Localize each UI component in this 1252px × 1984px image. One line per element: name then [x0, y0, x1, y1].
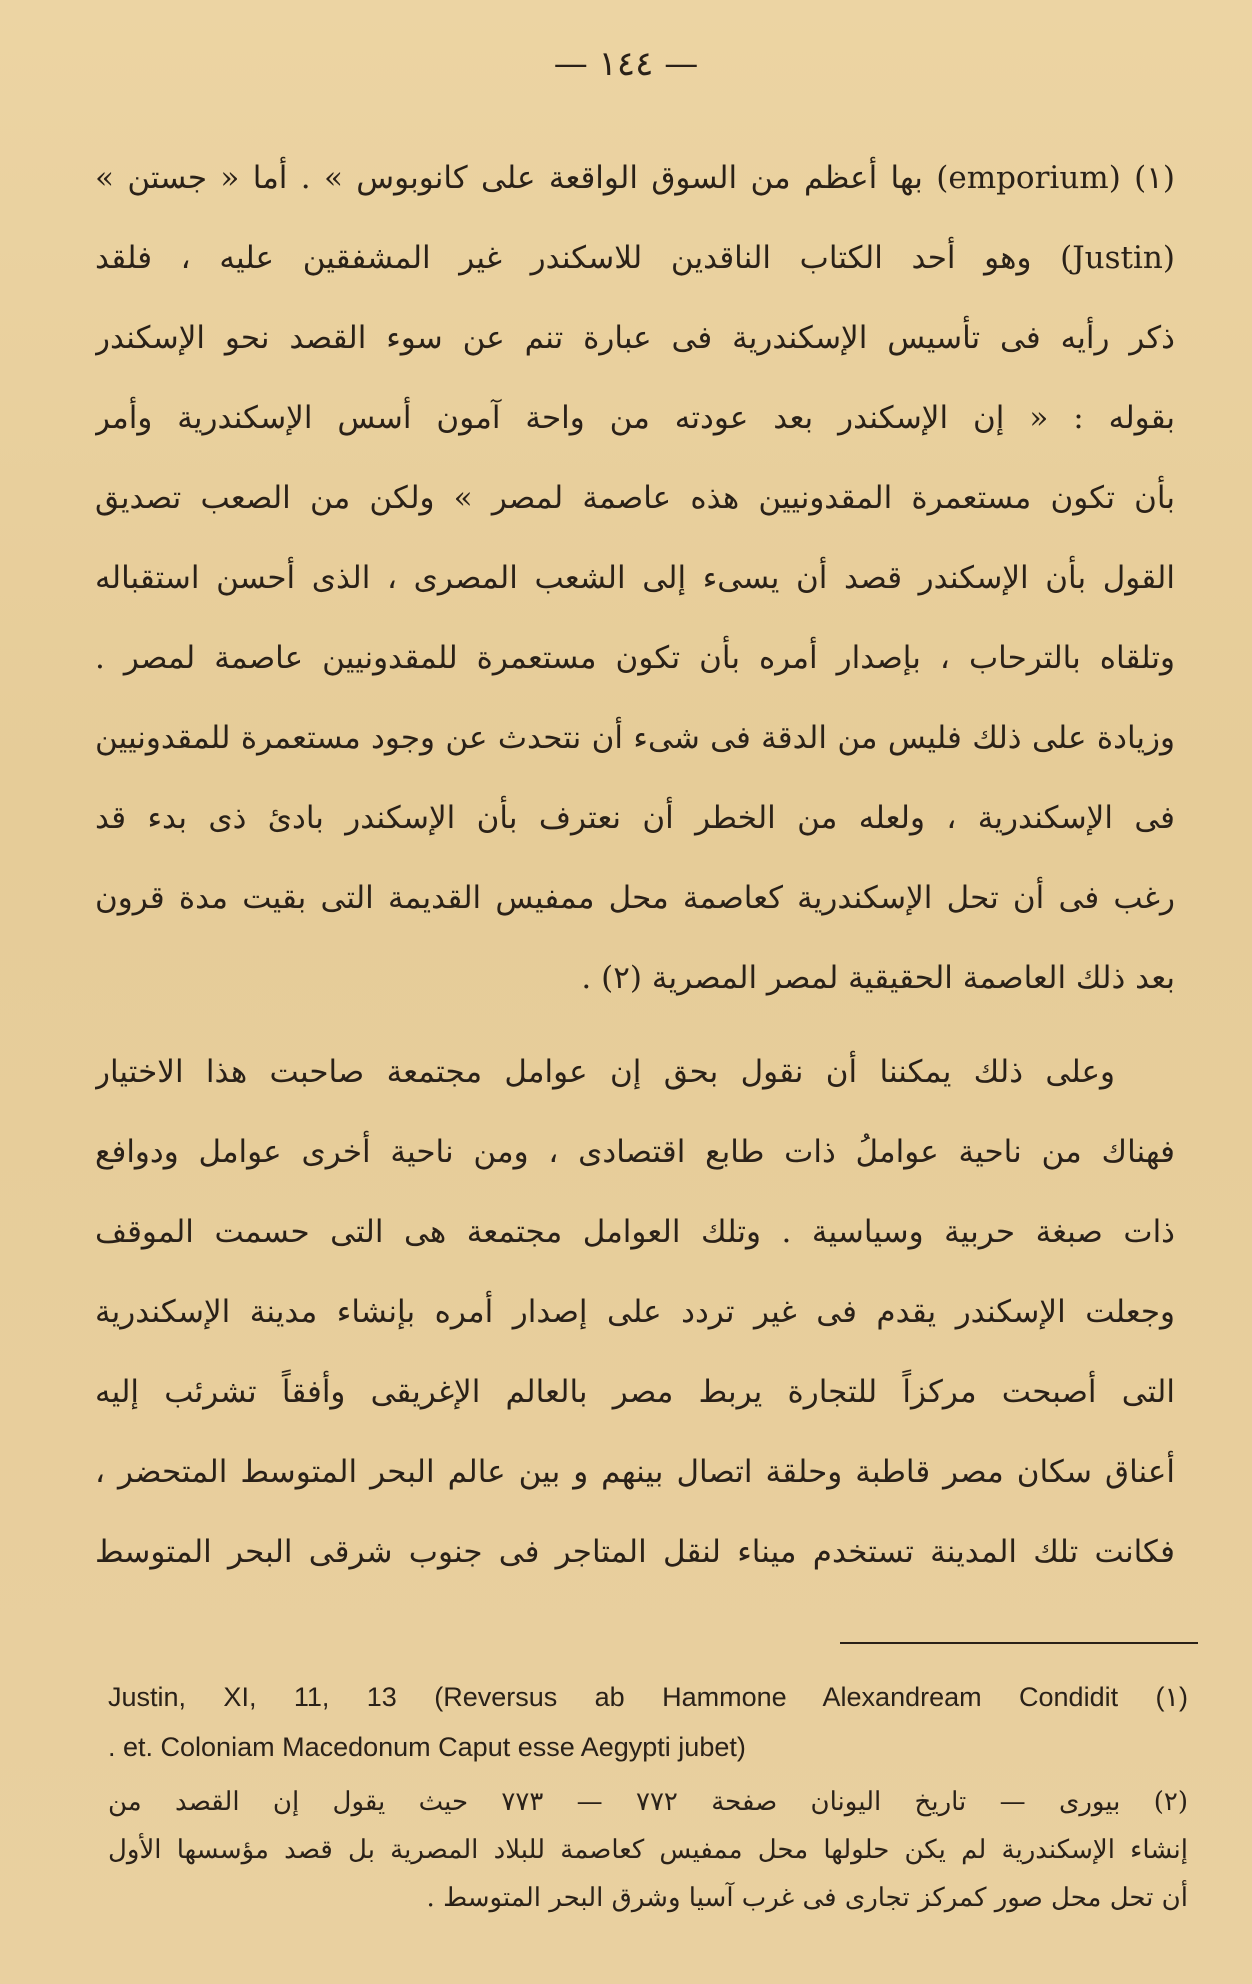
- text-line: وزيادة على ذلك فليس من الدقة فى شىء أن نتحدث عن وجود مستعمرة للمقدونيين: [95, 720, 1175, 756]
- text-line: ذات صبغة حربية وسياسية . وتلك العوامل مجتمعة هى التى حسمت الموقف: [95, 1214, 1175, 1250]
- text-line: بعد ذلك العاصمة الحقيقية لمصر المصرية (٢) .: [581, 960, 1175, 996]
- footnote-line: . et. Coloniam Macedonum Caput esse Aegypti jubet): [108, 1732, 746, 1762]
- paragraph-2: [95, 1032, 1175, 1592]
- text-line: رغب فى أن تحل الإسكندرية كعاصمة محل ممفيس القديمة التى بقيت مدة قرون: [95, 880, 1175, 916]
- text-line: بقوله : « إن الإسكندر بعد عودته من واحة آمون أسس الإسكندرية وأمر: [95, 400, 1175, 436]
- footnote-line: (٢) بيورى — تاريخ اليونان صفحة ٧٧٢ — ٧٧٣ حيث يقول إن القصد من: [108, 1787, 1188, 1817]
- text-line: فى الإسكندرية ، ولعله من الخطر أن نعترف بأن الإسكندر بادئ ذى بدء قد: [95, 800, 1175, 836]
- paragraph-1: [95, 138, 1175, 1018]
- footnote-divider: [840, 1642, 1198, 1644]
- footnote-line: أن تحل محل صور كمركز تجارى فى غرب آسيا وشرق البحر المتوسط .: [426, 1883, 1188, 1913]
- text-line: (١) (emporium) بها أعظم من السوق الواقعة على كانوبوس » . أما « جستن »: [95, 160, 1175, 196]
- footnotes: [108, 1672, 1188, 1922]
- text-line: وتلقاه بالترحاب ، بإصدار أمره بأن تكون مستعمرة للمقدونيين عاصمة لمصر .: [95, 640, 1175, 676]
- text-line: وعلى ذلك يمكننا أن نقول بحق إن عوامل مجتمعة صاحبت هذا الاختيار: [95, 1054, 1115, 1090]
- footnote-line: إنشاء الإسكندرية لم يكن حلولها محل ممفيس كعاصمة للبلاد المصرية بل قصد مؤسسها الأول: [108, 1835, 1188, 1865]
- page-number: — ١٤٤ —: [553, 44, 699, 84]
- text-line: وجعلت الإسكندر يقدم فى غير تردد على إصدار أمره بإنشاء مدينة الإسكندرية: [95, 1294, 1175, 1330]
- footnote-2: [108, 1778, 1188, 1922]
- text-line: فكانت تلك المدينة تستخدم ميناء لنقل المتاجر فى جنوب شرقى البحر المتوسط: [95, 1534, 1175, 1570]
- footnote-1: [108, 1672, 1188, 1772]
- text-line: (Justin) وهو أحد الكتاب الناقدين للاسكندر غير المشفقين عليه ، فلقد: [95, 240, 1175, 276]
- footnote-line: Justin, XI, 11, 13 (Reversus ab Hammone Alexandream Condidit (١): [108, 1682, 1188, 1712]
- text-line: أعناق سكان مصر قاطبة وحلقة اتصال بينهم و بين عالم البحر المتوسط المتحضر ،: [95, 1454, 1175, 1490]
- text-line: القول بأن الإسكندر قصد أن يسىء إلى الشعب المصرى ، الذى أحسن استقباله: [95, 560, 1175, 596]
- text-line: التى أصبحت مركزاً للتجارة يربط مصر بالعالم الإغريقى وأفقاً تشرئب إليه: [95, 1374, 1175, 1410]
- main-text: [95, 138, 1175, 1592]
- text-line: بأن تكون مستعمرة المقدونيين هذه عاصمة لمصر » ولكن من الصعب تصديق: [95, 480, 1175, 516]
- text-line: ذكر رأيه فى تأسيس الإسكندرية فى عبارة تنم عن سوء القصد نحو الإسكندر: [95, 320, 1175, 356]
- text-line: فهناك من ناحية عواملُ ذات طابع اقتصادى ، ومن ناحية أخرى عوامل ودوافع: [95, 1134, 1175, 1170]
